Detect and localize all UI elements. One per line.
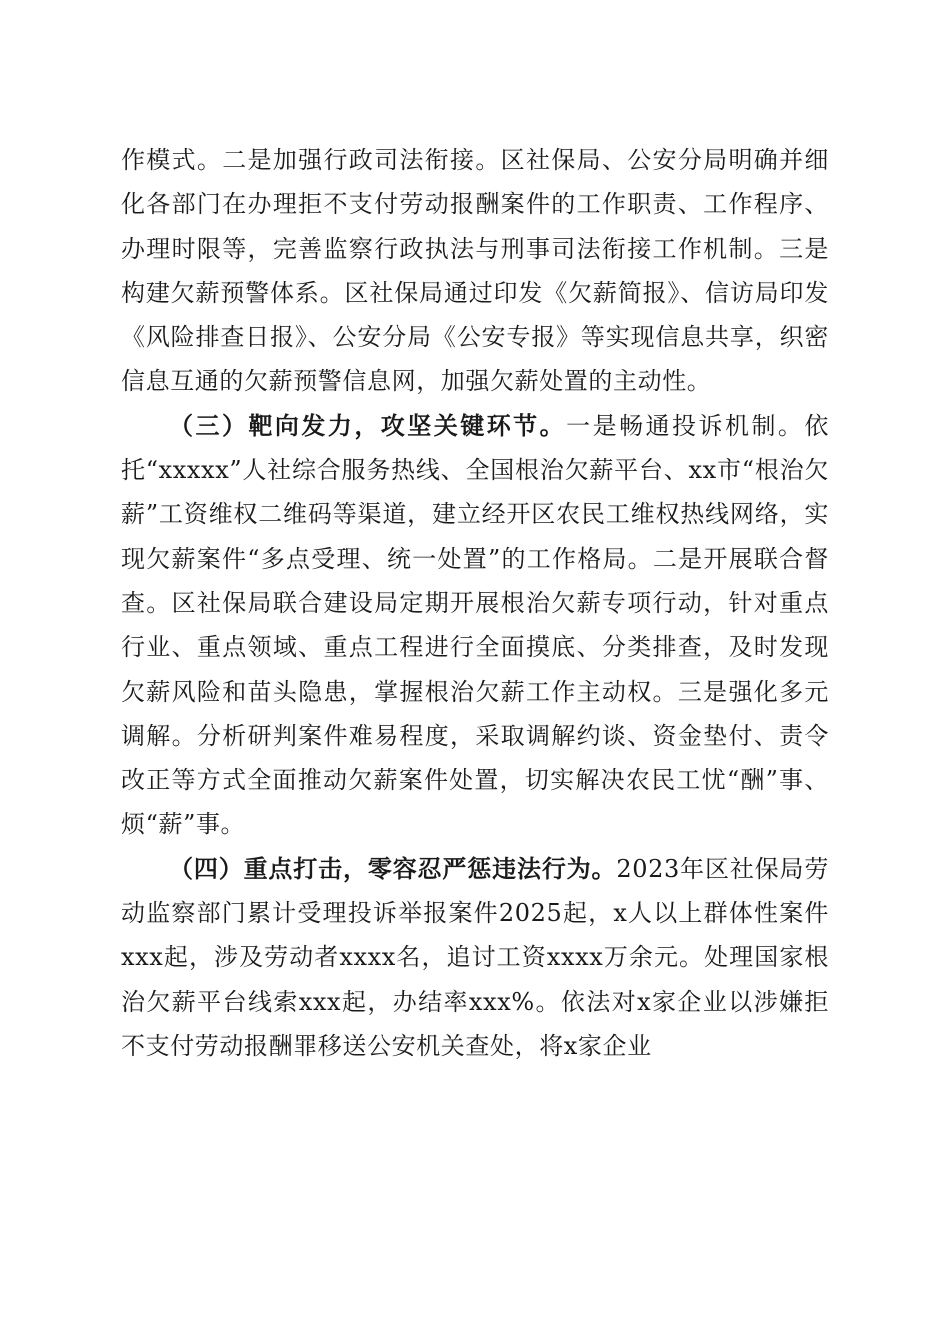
paragraph-2-heading: （三）靶向发力，攻坚关键环节。 — [169, 410, 567, 440]
paragraph-1 — [121, 138, 829, 404]
paragraph-3 — [121, 847, 829, 1068]
paragraph-2 — [121, 404, 829, 847]
paragraph-3-heading: （四）重点打击，零容忍严惩违法行为。 — [169, 853, 617, 883]
paragraph-2-text: 一是畅通投诉机制。依托“xxxxx”人社综合服务热线、全国根治欠薪平台、xx市“根治欠薪”工资维权二维码等渠道，建立经开区农民工维权热线网络，实现欠薪案件“多点受理、统一处置”的工作格局。二是开展联合督查。区社保局联合建设局定期开展根治欠薪专项行动，针对重点行业、重点领域、重点工程进行全面摸底、分类排查，及时发现欠薪风险和苗头隐患，掌握根治欠薪工作主动权。三是强化多元调解。分析研判案件难易程度，采取调解约谈、资金垫付、责令改正等方式全面推动欠薪案件处置，切实解决农民工忧“酬”事、烦“薪”事。 — [121, 411, 829, 839]
paragraph-1-text: 作模式。二是加强行政司法衔接。区社保局、公安分局明确并细化各部门在办理拒不支付劳动报酬案件的工作职责、工作程序、办理时限等，完善监察行政执法与刑事司法衔接工作机制。三是构建欠薪预警体系。区社保局通过印发《欠薪简报》、信访局印发《风险排查日报》、公安分局《公安专报》等实现信息共享，织密信息互通的欠薪预警信息网，加强欠薪处置的主动性。 — [121, 146, 829, 396]
paragraph-3-text: 2023年区社保局劳动监察部门累计受理投诉举报案件2025起，x人以上群体性案件xxx起，涉及劳动者xxxx名，追讨工资xxxx万余元。处理国家根治欠薪平台线索xxx起，办结率xxx%。依法对x家企业以涉嫌拒不支付劳动报酬罪移送公安机关查处，将x家企业 — [121, 854, 829, 1060]
document-body — [121, 138, 829, 1068]
